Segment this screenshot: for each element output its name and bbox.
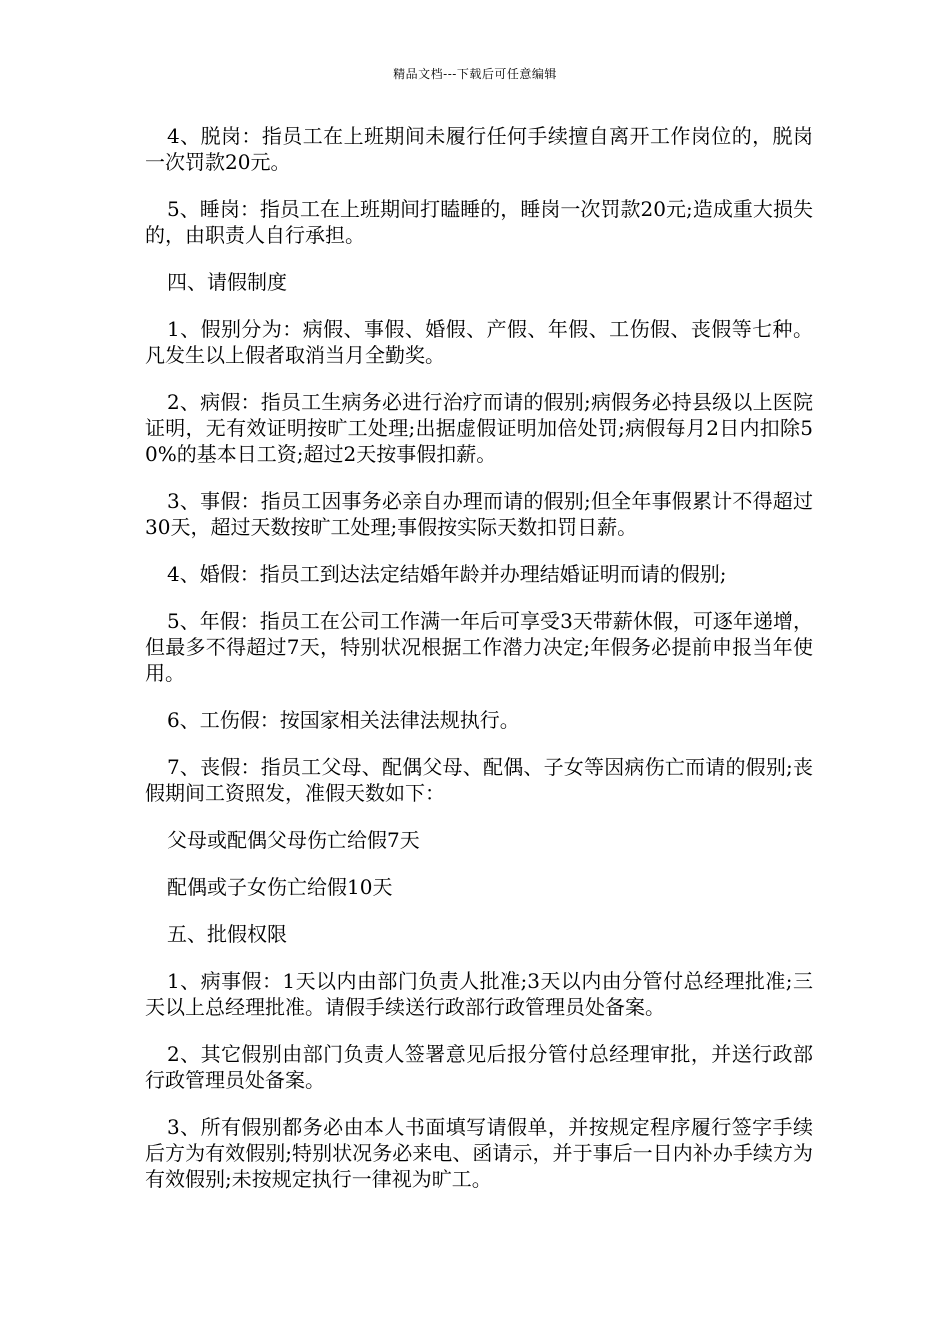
paragraph-injury-leave: 6、工伤假：按国家相关法律法规执行。 [167, 708, 520, 732]
page-header: 精品文档---下载后可任意编辑 [393, 67, 557, 81]
paragraph-annual-leave: 5、年假：指员工在公司工作满一年后可享受3天带薪休假，可逐年递增，但最多不得超过7天，特别状况根据工作潜力决定;年假务必提前申报当年使用。 [145, 609, 813, 685]
paragraph-leave-procedure: 3、所有假别都务必由本人书面填写请假单，并按规定程序履行签字手续后方为有效假别;特别状况务必来电、函请示，并于事后一日内补办手续方为有效假别;未按规定执行一律视为旷工。 [145, 1115, 813, 1191]
paragraph-absence-rule: 4、脱岗：指员工在上班期间未履行任何手续擅自离开工作岗位的，脱岗一次罚款20元。 [145, 124, 813, 174]
paragraph-personal-leave: 3、事假：指员工因事务必亲自办理而请的假别;但全年事假累计不得超过30天，超过天数按旷工处理;事假按实际天数扣罚日薪。 [145, 489, 813, 539]
section-heading-leave-system: 四、请假制度 [167, 270, 287, 294]
paragraph-spouse-child-bereavement: 配偶或子女伤亡给假10天 [167, 875, 393, 899]
section-heading-approval-authority: 五、批假权限 [167, 922, 287, 946]
paragraph-parents-bereavement: 父母或配偶父母伤亡给假7天 [167, 828, 420, 852]
paragraph-other-leave-approval: 2、其它假别由部门负责人签署意见后报分管付总经理审批，并送行政部行政管理员处备案。 [145, 1042, 813, 1092]
paragraph-sick-leave: 2、病假：指员工生病务必进行治疗而请的假别;病假务必持县级以上医院证明，无有效证明按旷工处理;出据虚假证明加倍处罚;病假每月2日内扣除50%的基本日工资;超过2天按事假扣薪。 [145, 390, 813, 466]
paragraph-bereavement-leave: 7、丧假：指员工父母、配偶父母、配偶、子女等因病伤亡而请的假别;丧假期间工资照发，准假天数如下： [145, 755, 813, 805]
paragraph-leave-types: 1、假别分为：病假、事假、婚假、产假、年假、工伤假、丧假等七种。凡发生以上假者取消当月全勤奖。 [145, 317, 813, 367]
paragraph-sick-personal-approval: 1、病事假：1天以内由部门负责人批准;3天以内由分管付总经理批准;三天以上总经理批准。请假手续送行政部行政管理员处备案。 [145, 969, 813, 1019]
document-body [145, 123, 813, 1213]
paragraph-marriage-leave: 4、婚假：指员工到达法定结婚年龄并办理结婚证明而请的假别; [167, 562, 727, 586]
paragraph-sleeping-rule: 5、睡岗：指员工在上班期间打瞌睡的，睡岗一次罚款20元;造成重大损失的，由职责人自行承担。 [145, 197, 813, 247]
